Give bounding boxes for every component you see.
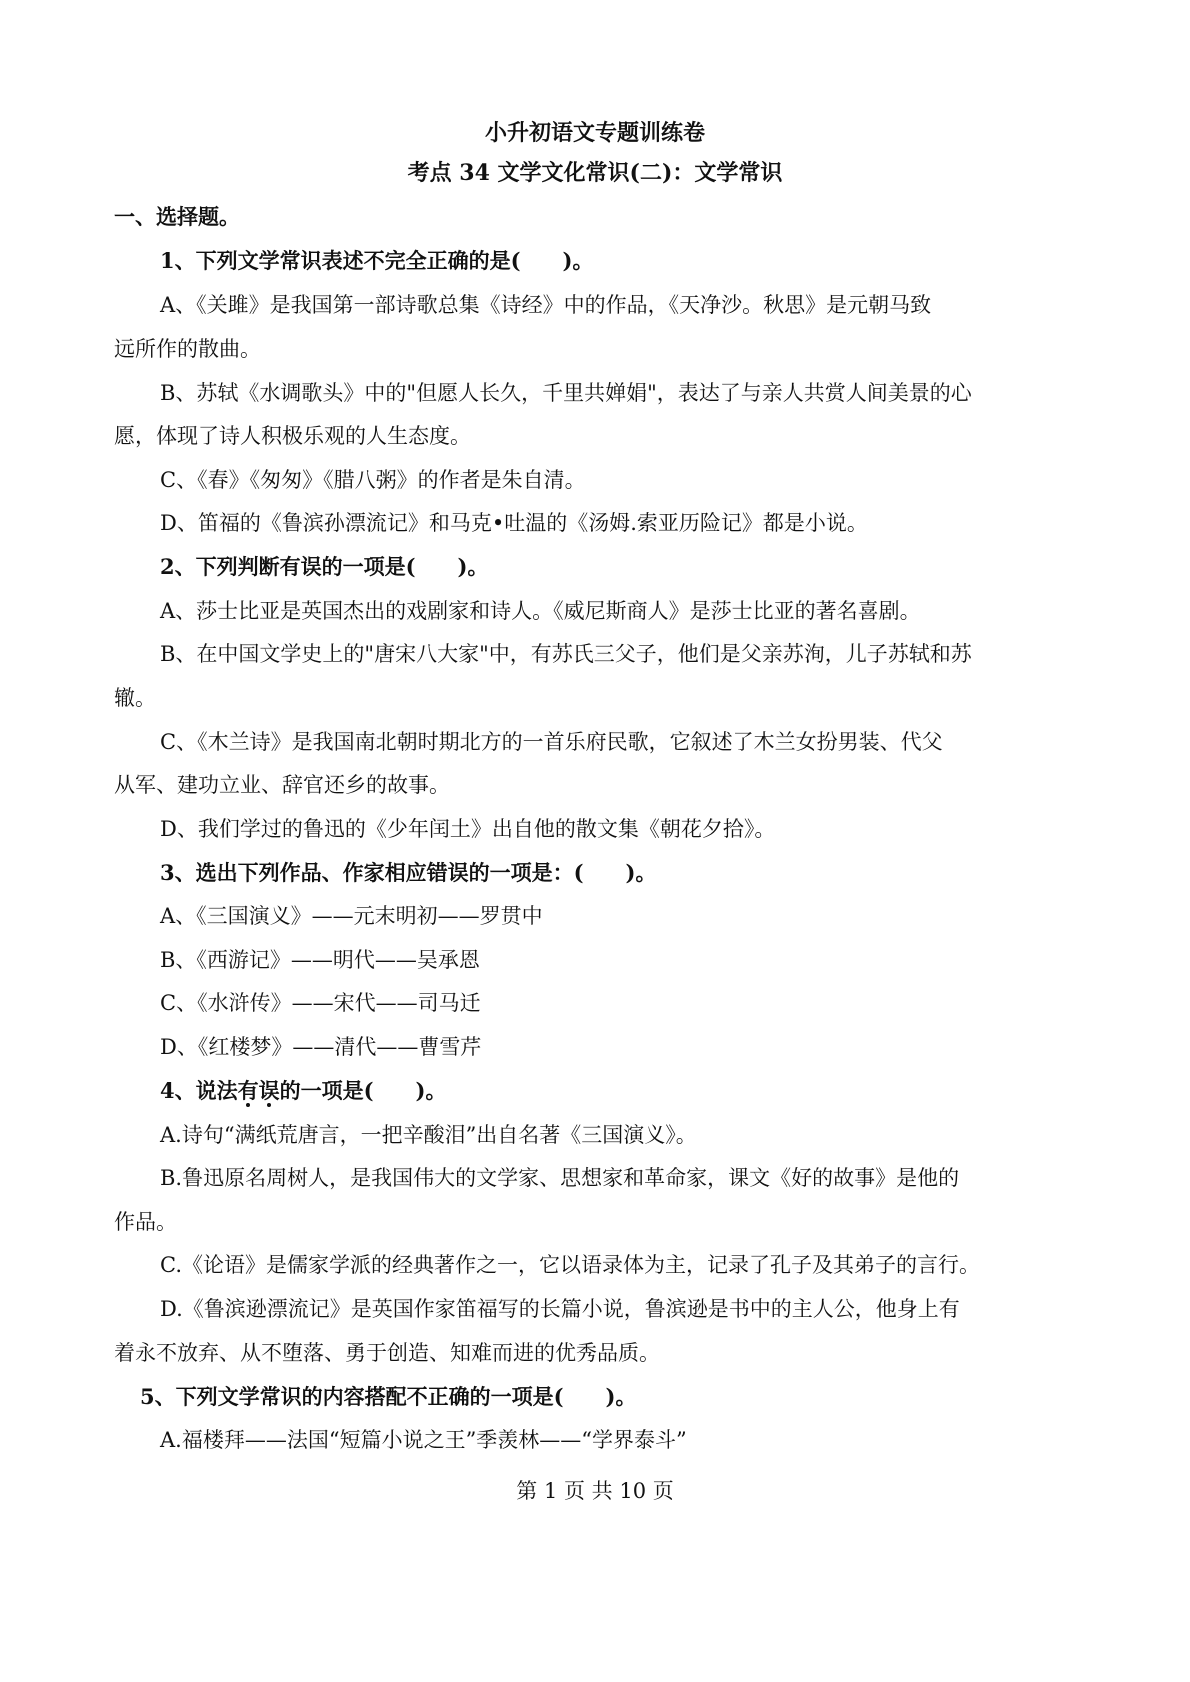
section-title: 一、选择题。	[114, 204, 240, 229]
question-2-option-c: C、《木兰诗》是我国南北朝时期北方的一首乐府民歌，它叙述了木兰女扮男装、代父	[160, 730, 943, 754]
question-4-stem	[160, 1076, 1080, 1106]
question-1-option-b-cont: 愿，体现了诗人积极乐观的人生态度。	[114, 424, 471, 448]
question-2-option-c-cont: 从军、建功立业、辞官还乡的故事。	[114, 773, 450, 797]
question-1-option-a: A、《关雎》是我国第一部诗歌总集《诗经》中的作品，《天净沙。秋思》是元朝马致	[160, 293, 932, 317]
question-4-option-b-cont: 作品。	[114, 1210, 177, 1234]
question-3-option-c: C、《水浒传》——宋代——司马迁	[160, 991, 481, 1015]
question-1-stem: 1、下列文学常识表述不完全正确的是( )。	[160, 248, 594, 273]
question-1-option-b: B、苏轼《水调歌头》中的"但愿人长久，千里共婵娟"，表达了与亲人共赏人间美景的心	[160, 381, 972, 405]
question-2-option-b-cont: 辙。	[114, 686, 156, 710]
emphasis-char-2: 误	[258, 1078, 280, 1103]
page-subtitle: 考点 34 文学文化常识(二)：文学常识	[407, 160, 783, 186]
question-3-stem: 3、选出下列作品、作家相应错误的一项是：( )。	[160, 860, 657, 885]
question-4-option-b: B.鲁迅原名周树人，是我国伟大的文学家、思想家和革命家，课文《好的故事》是他的	[160, 1166, 960, 1190]
question-3-option-b: B、《西游记》——明代——吴承恩	[160, 948, 480, 972]
question-4-option-d-cont: 着永不放弃、从不堕落、勇于创造、知难而进的优秀品质。	[114, 1341, 660, 1365]
page-title: 小升初语文专题训练卷	[484, 120, 705, 146]
emphasis-char-1: 有	[237, 1078, 259, 1103]
question-4-option-a: A.诗句“满纸荒唐言，一把辛酸泪”出自名著《三国演义》。	[160, 1123, 697, 1147]
question-3-option-a: A、《三国演义》——元末明初——罗贯中	[160, 904, 543, 928]
question-1-option-c: C、《春》《匆匆》《腊八粥》的作者是朱自清。	[160, 468, 586, 492]
question-2-stem: 2、下列判断有误的一项是( )。	[160, 554, 489, 579]
question-4-option-d: D.《鲁滨逊漂流记》是英国作家笛福写的长篇小说，鲁滨逊是书中的主人公，他身上有	[160, 1297, 960, 1321]
question-4-stem-pre: 4、说法	[160, 1078, 238, 1103]
question-4-stem-post: 的一项是( )。	[279, 1078, 447, 1103]
question-2-option-b: B、在中国文学史上的"唐宋八大家"中，有苏氏三父子，他们是父亲苏洵，儿子苏轼和苏	[160, 642, 972, 666]
question-3-option-d: D、《红楼梦》——清代——曹雪芹	[160, 1035, 482, 1059]
question-1-option-d: D、笛福的《鲁滨孙漂流记》和马克•吐温的《汤姆.索亚历险记》都是小说。	[160, 511, 868, 535]
question-4-option-c: C.《论语》是儒家学派的经典著作之一，它以语录体为主，记录了孔子及其弟子的言行。	[160, 1253, 980, 1277]
question-2-option-d: D、我们学过的鲁迅的《少年闰土》出自他的散文集《朝花夕拾》。	[160, 817, 776, 841]
question-5-option-a: A.福楼拜——法国“短篇小说之王”季羡林——“学界泰斗”	[160, 1428, 687, 1452]
page-footer: 第 1 页 共 10 页	[516, 1479, 674, 1503]
question-2-option-a: A、莎士比亚是英国杰出的戏剧家和诗人。《威尼斯商人》是莎士比亚的著名喜剧。	[160, 599, 921, 623]
question-1-option-a-cont: 远所作的散曲。	[114, 337, 261, 361]
question-5-stem: 5、下列文学常识的内容搭配不正确的一项是( )。	[140, 1384, 637, 1409]
